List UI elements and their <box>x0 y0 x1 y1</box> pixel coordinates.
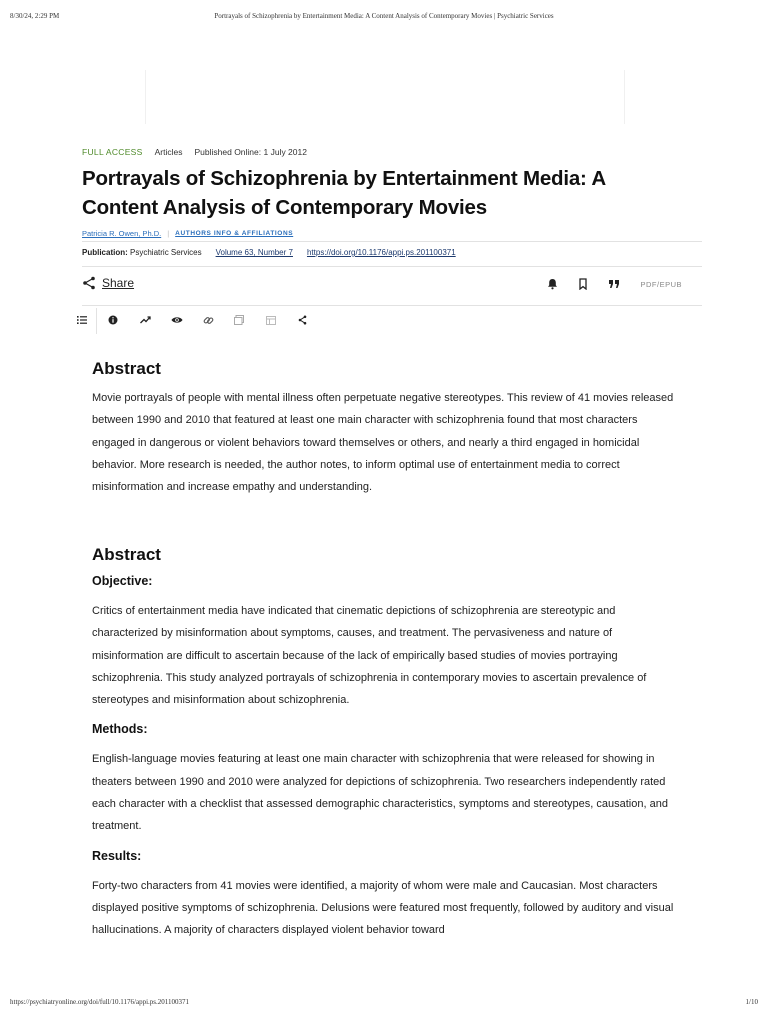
tables-icon[interactable] <box>263 312 279 328</box>
divider <box>82 241 702 242</box>
figures-icon[interactable] <box>231 312 247 328</box>
print-page-number: 1/10 <box>745 998 758 1006</box>
divider <box>82 266 702 267</box>
trending-icon[interactable] <box>137 312 153 328</box>
volume-link[interactable]: Volume 63, Number 7 <box>215 248 293 257</box>
access-badge: FULL ACCESS <box>82 147 143 157</box>
methods-heading: Methods: <box>92 722 148 737</box>
authors-row <box>82 229 293 238</box>
article-tools <box>547 278 682 290</box>
abstract-heading: Abstract <box>92 545 161 564</box>
publication-label: Publication: <box>82 248 128 257</box>
objective-heading: Objective: <box>92 574 153 588</box>
share-button[interactable] <box>82 276 134 290</box>
link-icon[interactable] <box>200 312 216 328</box>
print-datetime: 8/30/24, 2:29 PM <box>10 12 60 20</box>
toolbar-divider <box>96 308 97 334</box>
print-url: https://psychiatryonline.org/doi/full/10.1176/appi.ps.201100371 <box>10 998 190 1006</box>
list-icon[interactable] <box>74 312 90 328</box>
share-row <box>82 276 702 294</box>
author-separator: | <box>167 229 170 238</box>
share-label: Share <box>102 276 135 290</box>
share-icon <box>82 276 96 290</box>
quote-icon[interactable] <box>608 279 620 289</box>
share-icon[interactable] <box>294 312 310 328</box>
info-icon[interactable] <box>105 312 121 328</box>
bookmark-icon[interactable] <box>578 278 588 290</box>
results-heading: Results: <box>92 848 142 863</box>
publication-info <box>82 248 202 257</box>
results-text: Forty-two characters from 41 movies were identified, a majority of whom were male and Caucasian. Most characters displayed positive symptoms of schizophrenia. Delusions were featured most frequently, followed by auditory and visual hallucinations. A majority of characters displayed violent behavior toward <box>92 879 674 937</box>
author-link[interactable]: Patricia R. Owen, Ph.D. <box>82 229 162 238</box>
structured-abstract <box>92 545 682 942</box>
eye-icon[interactable] <box>169 312 185 328</box>
published-date: Published Online: 1 July 2012 <box>194 147 307 157</box>
objective-text: Critics of entertainment media have indicated that cinematic depictions of schizophrenia are stereotypic and characterized by misinformation about symptoms, causes, and treatment. The pervasiveness and nature of misinformation are difficult to ascertain because of the lack of empirically based studies of movies portraying schizophrenia. This study analyzed portrayals of schizophrenia in contemporary movies to ascertain prevalence of stereotypes and misinformation about schizophrenia. <box>92 605 647 707</box>
pdf-epub-button[interactable]: PDF/EPUB <box>640 279 682 289</box>
article-title: Portrayals of Schizophrenia by Entertainment Media: A Content Analysis of Contemporary Movies <box>82 167 606 219</box>
bell-icon[interactable] <box>547 278 558 290</box>
ad-placeholder <box>145 70 625 124</box>
abstract-section <box>92 359 682 498</box>
abstract-summary: Movie portrayals of people with mental illness often perpetuate negative stereotypes. This review of 41 movies released between 1990 and 2010 that featured at least one main character with schizophrenia found that most characters engaged in dangerous or violent behaviors toward themselves or others, and nearly a third engaged in homicidal behavior. More research is needed, the author notes, to inform optimal use of entertainment media to correct misinformation and increase empathy and understanding. <box>92 392 674 494</box>
publication-name: Psychiatric Services <box>130 248 202 257</box>
authors-affiliations-link[interactable]: AUTHORS INFO & AFFILIATIONS <box>175 230 294 237</box>
print-header <box>10 12 758 24</box>
article-toolbar <box>74 312 314 330</box>
print-footer <box>10 998 758 1010</box>
print-page-title: Portrayals of Schizophrenia by Entertainment Media: A Content Analysis of Contemporary Movies | Psychiatric Services <box>214 12 554 20</box>
article-meta <box>82 147 307 157</box>
article-type[interactable]: Articles <box>154 147 183 157</box>
methods-text: English-language movies featuring at least one main character with schizophrenia that were released for showing in theaters between 1990 and 2010 were analyzed for depictions of schizophrenia. Two researchers independently rated each character with a checklist that assessed demographic characteristics, symptoms and stereotypes, causation, and treatment. <box>92 753 668 833</box>
publication-row <box>82 248 456 257</box>
divider <box>82 305 702 306</box>
doi-link[interactable]: https://doi.org/10.1176/appi.ps.201100371 <box>306 248 456 257</box>
abstract-heading: Abstract <box>92 359 161 378</box>
